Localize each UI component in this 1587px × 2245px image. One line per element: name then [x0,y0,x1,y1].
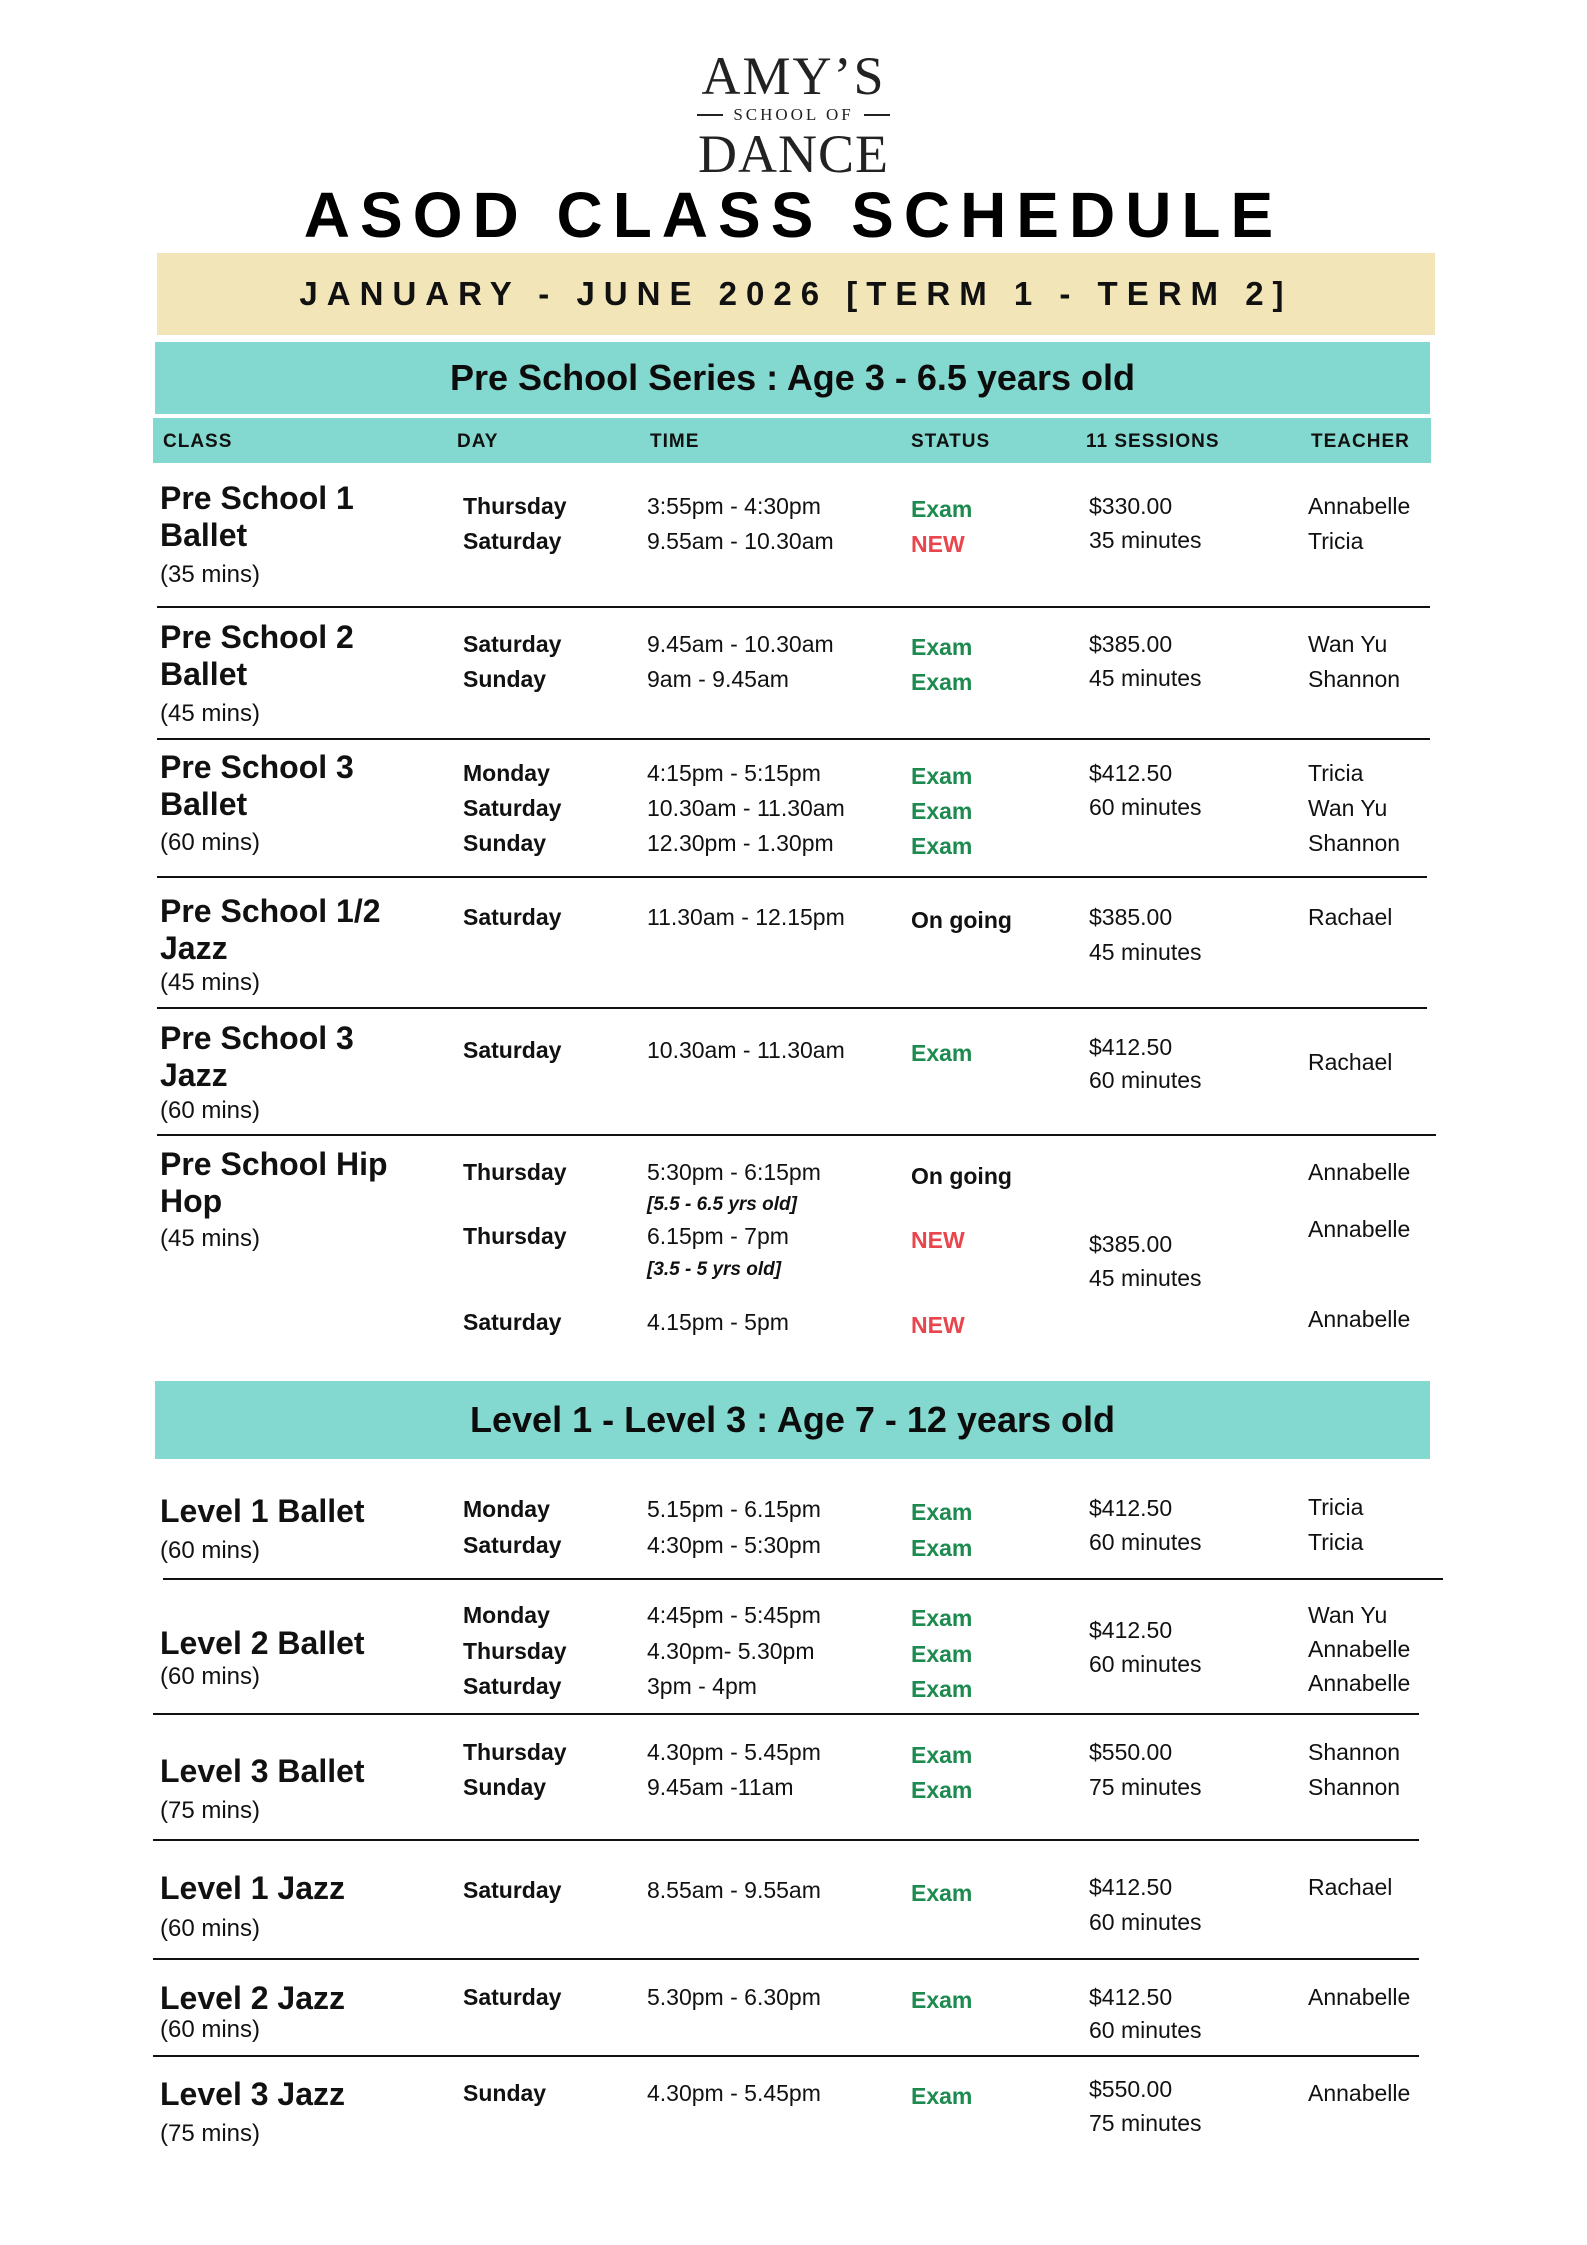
class-day: Monday [463,1496,550,1522]
class-length: 60 minutes [1089,794,1202,820]
class-duration: (60 mins) [160,1537,261,1564]
class-time: 12.30pm - 1.30pm [647,830,834,856]
class-length: 45 minutes [1089,665,1202,691]
class-teacher: Shannon [1308,1774,1401,1800]
class-time: 10.30am - 11.30am [647,1037,845,1063]
class-length: 45 minutes [1089,1265,1202,1291]
class-status: Exam [911,1040,973,1066]
class-day: Saturday [463,1037,562,1063]
class-price: $330.00 [1089,493,1173,519]
class-day: Saturday [463,1673,562,1699]
class-length: 75 minutes [1089,2110,1202,2136]
class-day: Sunday [463,830,547,856]
class-status: Exam [911,763,973,789]
class-name: Pre School Hip Hop [160,1146,388,1219]
class-teacher: Annabelle [1308,1159,1411,1185]
class-price: $412.50 [1089,1874,1173,1900]
class-length: 35 minutes [1089,527,1202,553]
class-teacher: Annabelle [1308,1636,1411,1662]
column-header-row [153,418,1431,463]
class-length: 60 minutes [1089,1529,1202,1555]
class-length: 75 minutes [1089,1774,1202,1800]
class-status: NEW [911,531,965,557]
term-banner: JANUARY - JUNE 2026 [TERM 1 - TERM 2] [157,253,1435,335]
row-divider [157,738,1430,740]
column-header-class: CLASS [163,431,233,452]
class-day: Saturday [463,528,562,554]
class-duration: (35 mins) [160,561,261,588]
class-day: Saturday [463,1309,562,1335]
row-divider [157,606,1430,608]
row-divider [157,1134,1436,1136]
class-length: 60 minutes [1089,1067,1202,1093]
class-status: Exam [911,1641,973,1667]
class-day: Saturday [463,1877,562,1903]
class-status: Exam [911,833,973,859]
class-price: $412.50 [1089,1034,1173,1060]
class-status: Exam [911,634,973,660]
class-price: $550.00 [1089,2076,1173,2102]
row-divider [157,876,1427,878]
class-status: Exam [911,1499,973,1525]
class-day: Monday [463,760,550,786]
class-name: Level 2 Jazz [160,1980,345,2016]
logo-line-2: SCHOOL OF [0,104,1587,126]
class-day: Thursday [463,1638,567,1664]
class-time: 5:30pm - 6:15pm [647,1159,821,1185]
class-day: Saturday [463,1984,562,2010]
age-range-note: [5.5 - 6.5 yrs old] [647,1194,797,1215]
class-teacher: Wan Yu [1308,631,1388,657]
class-status: Exam [911,1535,973,1561]
class-time: 9am - 9.45am [647,666,789,692]
logo-line-1: AMY’S [701,46,886,106]
class-length: 60 minutes [1089,1651,1202,1677]
class-duration: (45 mins) [160,969,261,996]
class-duration: (75 mins) [160,2120,261,2147]
class-teacher: Annabelle [1308,1984,1411,2010]
class-status: On going [911,1163,1012,1189]
class-price: $412.50 [1089,1617,1173,1643]
class-time: 3pm - 4pm [647,1673,757,1699]
class-day: Thursday [463,1739,567,1765]
class-status: Exam [911,496,973,522]
class-time: 4.30pm - 5.45pm [647,1739,821,1765]
class-duration: (45 mins) [160,700,261,727]
row-divider [163,1578,1443,1580]
class-duration: (60 mins) [160,829,261,856]
age-range-note: [3.5 - 5 yrs old] [647,1259,782,1280]
class-teacher: Shannon [1308,830,1401,856]
class-day: Saturday [463,631,562,657]
class-teacher: Annabelle [1308,1216,1411,1242]
class-time: 5.30pm - 6.30pm [647,1984,821,2010]
class-time: 9.45am -11am [647,1774,794,1800]
row-divider [153,1839,1419,1841]
class-status: Exam [911,669,973,695]
class-duration: (60 mins) [160,2016,261,2043]
class-name: Level 2 Ballet [160,1625,365,1661]
class-time: 4.30pm - 5.45pm [647,2080,821,2106]
class-name: Pre School 1/2 Jazz [160,893,381,966]
class-name: Pre School 3 Jazz [160,1020,354,1093]
class-teacher: Annabelle [1308,1670,1411,1696]
column-header-status: STATUS [911,431,991,452]
class-length: 60 minutes [1089,2017,1202,2043]
class-teacher: Annabelle [1308,2080,1411,2106]
class-price: $385.00 [1089,1231,1173,1257]
class-time: 5.15pm - 6.15pm [647,1496,821,1522]
class-time: 11.30am - 12.15pm [647,904,845,930]
class-name: Level 3 Jazz [160,2076,345,2112]
class-price: $385.00 [1089,631,1173,657]
class-status: Exam [911,1777,973,1803]
class-name: Level 1 Ballet [160,1493,365,1529]
class-teacher: Tricia [1308,1494,1364,1520]
class-status: Exam [911,798,973,824]
class-length: 45 minutes [1089,939,1202,965]
class-status: Exam [911,1987,973,2013]
class-teacher: Rachael [1308,904,1393,930]
class-time: 4:30pm - 5:30pm [647,1532,821,1558]
class-teacher: Tricia [1308,1529,1364,1555]
row-divider [153,1958,1419,1960]
class-duration: (60 mins) [160,1915,261,1942]
class-time: 8.55am - 9.55am [647,1877,821,1903]
class-teacher: Tricia [1308,760,1364,786]
class-teacher: Annabelle [1308,493,1411,519]
row-divider [153,1713,1419,1715]
class-duration: (45 mins) [160,1225,261,1252]
class-time: 4.30pm- 5.30pm [647,1638,815,1664]
class-name: Pre School 2 Ballet [160,619,354,692]
class-day: Sunday [463,666,547,692]
class-duration: (60 mins) [160,1097,261,1124]
class-price: $385.00 [1089,904,1173,930]
class-duration: (75 mins) [160,1797,261,1824]
school-logo [0,48,1587,182]
logo-line-3: DANCE [698,124,889,184]
class-name: Pre School 3 Ballet [160,749,354,822]
class-status: Exam [911,1742,973,1768]
column-header-teacher: TEACHER [1311,431,1410,452]
class-day: Saturday [463,1532,562,1558]
class-status: NEW [911,1312,965,1338]
class-name: Level 1 Jazz [160,1870,345,1906]
class-day: Sunday [463,2080,547,2106]
class-teacher: Rachael [1308,1874,1393,1900]
page-title: ASOD CLASS SCHEDULE [303,179,1284,251]
row-divider [157,1007,1427,1009]
class-day: Sunday [463,1774,547,1800]
class-price: $412.50 [1089,760,1173,786]
class-teacher: Wan Yu [1308,1602,1388,1628]
class-length: 60 minutes [1089,1909,1202,1935]
class-teacher: Rachael [1308,1049,1393,1075]
class-status: On going [911,907,1012,933]
column-header-time: TIME [650,431,700,452]
class-status: Exam [911,1605,973,1631]
class-day: Saturday [463,795,562,821]
class-teacher: Shannon [1308,666,1401,692]
class-time: 9.55am - 10.30am [647,528,834,554]
class-time: 4:15pm - 5:15pm [647,760,821,786]
column-header-day: DAY [457,431,499,452]
section-banner-levels: Level 1 - Level 3 : Age 7 - 12 years old [155,1381,1430,1459]
class-price: $412.50 [1089,1984,1173,2010]
class-day: Thursday [463,1159,567,1185]
class-day: Saturday [463,904,562,930]
class-time: 9.45am - 10.30am [647,631,834,657]
class-status: Exam [911,2083,973,2109]
class-teacher: Tricia [1308,528,1364,554]
class-time: 3:55pm - 4:30pm [647,493,821,519]
class-time: 10.30am - 11.30am [647,795,845,821]
class-name: Pre School 1 Ballet [160,480,354,553]
class-time: 4:45pm - 5:45pm [647,1602,821,1628]
class-day: Thursday [463,1223,567,1249]
class-time: 6.15pm - 7pm [647,1223,789,1249]
class-day: Monday [463,1602,550,1628]
class-day: Thursday [463,493,567,519]
class-name: Level 3 Ballet [160,1753,365,1789]
class-duration: (60 mins) [160,1663,261,1690]
class-teacher: Wan Yu [1308,795,1388,821]
class-time: 4.15pm - 5pm [647,1309,789,1335]
class-status: NEW [911,1227,965,1253]
class-teacher: Shannon [1308,1739,1401,1765]
section-banner-preschool: Pre School Series : Age 3 - 6.5 years old [155,342,1430,414]
class-status: Exam [911,1676,973,1702]
class-teacher: Annabelle [1308,1306,1411,1332]
class-price: $412.50 [1089,1495,1173,1521]
column-header-sessions: 11 SESSIONS [1086,431,1220,452]
class-price: $550.00 [1089,1739,1173,1765]
class-status: Exam [911,1880,973,1906]
row-divider [153,2055,1419,2057]
